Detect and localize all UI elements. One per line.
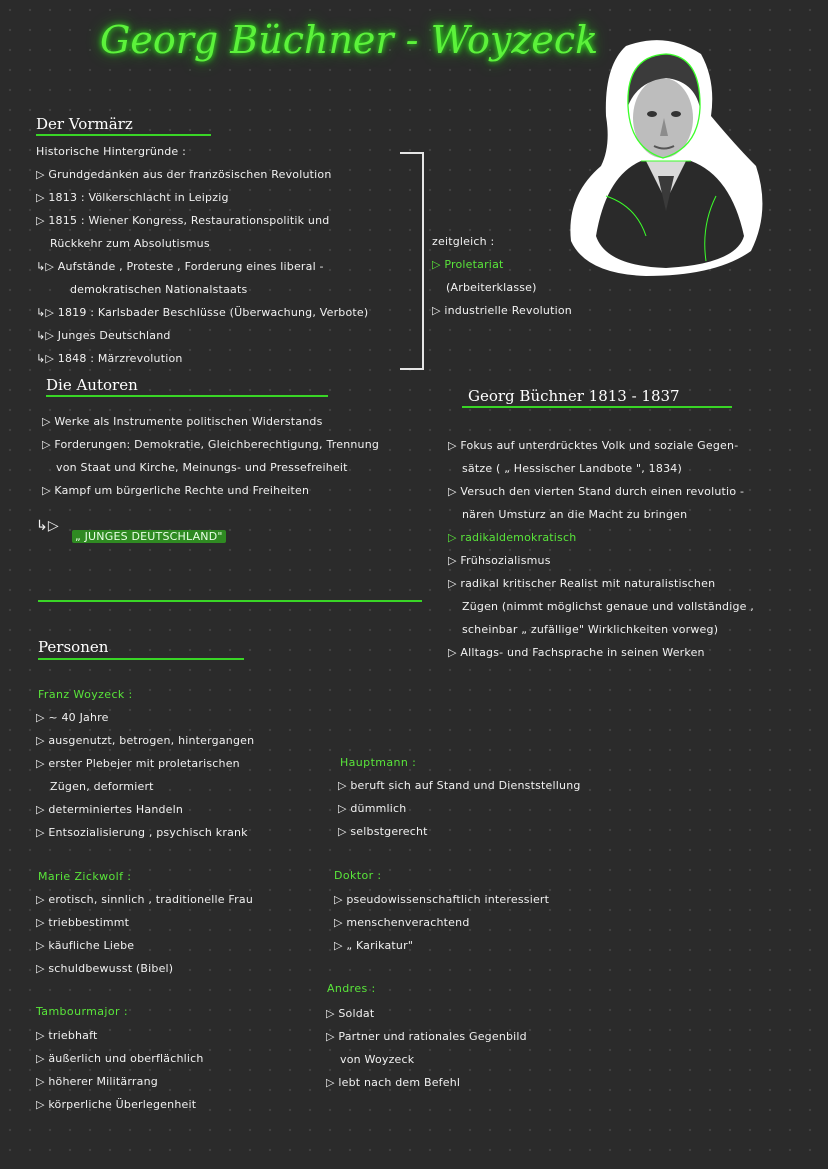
list-item: ▷ menschenverachtend xyxy=(334,916,470,929)
list-item: ▷ käufliche Liebe xyxy=(36,939,135,952)
list-item: ▷ radikal kritischer Realist mit naturalistischen xyxy=(448,577,716,590)
list-item: ▷ Kampf um bürgerliche Rechte und Freiheiten xyxy=(42,484,310,497)
list-item: ↳▷ Aufstände , Proteste , Forderung eines liberal - xyxy=(36,260,324,273)
doktor-list xyxy=(334,888,549,957)
page-title: Georg Büchner - Woyzeck xyxy=(100,18,599,62)
list-item: ▷ triebhaft xyxy=(36,1029,98,1042)
list-item: ▷ Werke als Instrumente politischen Widerstands xyxy=(42,415,323,428)
junges-highlight: „ JUNGES DEUTSCHLAND" xyxy=(72,530,226,543)
side-item: (Arbeiterklasse) xyxy=(446,281,537,294)
vormaerz-underline xyxy=(36,134,211,136)
hauptmann-list xyxy=(338,774,581,843)
list-item: ▷ triebbestimmt xyxy=(36,916,130,929)
list-item: ↳▷ 1848 : Märzrevolution xyxy=(36,352,183,365)
buechner-heading: Georg Büchner 1813 - 1837 xyxy=(468,387,680,405)
list-item: ▷ Fokus auf unterdrücktes Volk und soziale Gegen- xyxy=(448,439,739,452)
list-item: ▷ „ Karikatur" xyxy=(334,939,414,952)
section-divider xyxy=(38,600,422,602)
list-item: sätze ( „ Hessischer Landbote ", 1834) xyxy=(462,462,682,475)
andres-label: Andres : xyxy=(327,982,376,995)
list-item: ▷ 1813 : Völkerschlacht in Leipzig xyxy=(36,191,229,204)
vormaerz-side xyxy=(432,230,572,322)
side-item: zeitgleich : xyxy=(432,235,495,248)
list-item: ▷ körperliche Überlegenheit xyxy=(36,1098,197,1111)
bracket-vertical xyxy=(422,152,424,370)
tambourmajor-list xyxy=(36,1024,204,1116)
list-item: ↳▷ 1819 : Karlsbader Beschlüsse (Überwachung, Verbote) xyxy=(36,306,369,319)
autoren-underline xyxy=(46,395,328,397)
tambourmajor-label: Tambourmajor : xyxy=(36,1005,128,1018)
woyzeck-label: Franz Woyzeck : xyxy=(38,688,133,701)
list-item: ▷ pseudowissenschaftlich interessiert xyxy=(334,893,550,906)
andres-list xyxy=(326,1002,527,1094)
marie-list xyxy=(36,888,253,980)
list-item: ▷ Frühsozialismus xyxy=(448,554,551,567)
list-item: ▷ äußerlich und oberflächlich xyxy=(36,1052,204,1065)
vormaerz-heading: Der Vormärz xyxy=(36,115,133,133)
side-item: ▷ Proletariat xyxy=(432,258,504,271)
marie-label: Marie Zickwolf : xyxy=(38,870,132,883)
list-item: ▷ dümmlich xyxy=(338,802,407,815)
autoren-list xyxy=(42,410,379,502)
vormaerz-list xyxy=(36,140,368,370)
autoren-arrow: ↳▷ xyxy=(36,518,59,534)
list-item: ▷ beruft sich auf Stand und Dienststellung xyxy=(338,779,581,792)
list-item: ▷ Versuch den vierten Stand durch einen revolutio - xyxy=(448,485,745,498)
buechner-underline xyxy=(462,406,732,408)
personen-underline xyxy=(38,658,244,660)
list-item: ▷ lebt nach dem Befehl xyxy=(326,1076,461,1089)
doktor-label: Doktor : xyxy=(334,869,382,882)
list-item: ▷ selbstgerecht xyxy=(338,825,428,838)
list-item: ▷ ~ 40 Jahre xyxy=(36,711,109,724)
list-item: von Staat und Kirche, Meinungs- und Pressefreiheit xyxy=(56,461,348,474)
list-item: ▷ schuldbewusst (Bibel) xyxy=(36,962,174,975)
list-item: von Woyzeck xyxy=(340,1053,415,1066)
list-item: ▷ Entsozialisierung , psychisch krank xyxy=(36,826,248,839)
woyzeck-list xyxy=(36,706,254,844)
list-item: Zügen (nimmt möglichst genaue und vollständige , xyxy=(462,600,754,613)
list-item: ▷ höherer Militärrang xyxy=(36,1075,158,1088)
side-item: ▷ industrielle Revolution xyxy=(432,304,572,317)
list-item: ▷ radikaldemokratisch xyxy=(448,531,577,544)
list-item: Zügen, deformiert xyxy=(50,780,154,793)
portrait-illustration xyxy=(566,36,766,278)
buechner-list xyxy=(448,434,754,664)
list-item: ▷ Forderungen: Demokratie, Gleichberechtigung, Trennung xyxy=(42,438,380,451)
list-item: ▷ Partner und rationales Gegenbild xyxy=(326,1030,527,1043)
list-item: ↳▷ Junges Deutschland xyxy=(36,329,171,342)
list-item: ▷ erster Plebejer mit proletarischen xyxy=(36,757,240,770)
personen-heading: Personen xyxy=(38,638,109,656)
autoren-heading: Die Autoren xyxy=(46,376,138,394)
list-item: ▷ 1815 : Wiener Kongress, Restaurationspolitik und xyxy=(36,214,330,227)
hauptmann-label: Hauptmann : xyxy=(340,756,417,769)
junges-deutschland xyxy=(72,525,226,548)
list-item: ▷ erotisch, sinnlich , traditionelle Frau xyxy=(36,893,253,906)
list-item: scheinbar „ zufällige" Wirklichkeiten vorweg) xyxy=(462,623,719,636)
list-item: ▷ Alltags- und Fachsprache in seinen Werken xyxy=(448,646,705,659)
list-item: ▷ determiniertes Handeln xyxy=(36,803,184,816)
list-item: nären Umsturz an die Macht zu bringen xyxy=(462,508,688,521)
list-item: demokratischen Nationalstaats xyxy=(70,283,248,296)
list-item: ▷ Grundgedanken aus der französischen Revolution xyxy=(36,168,332,181)
list-item: Rückkehr zum Absolutismus xyxy=(50,237,210,250)
bracket-top xyxy=(400,152,424,154)
portrait-image xyxy=(566,36,766,278)
list-item: ▷ Soldat xyxy=(326,1007,375,1020)
list-item: Historische Hintergründe : xyxy=(36,145,187,158)
list-item: ▷ ausgenutzt, betrogen, hintergangen xyxy=(36,734,255,747)
bracket-bottom xyxy=(400,368,424,370)
